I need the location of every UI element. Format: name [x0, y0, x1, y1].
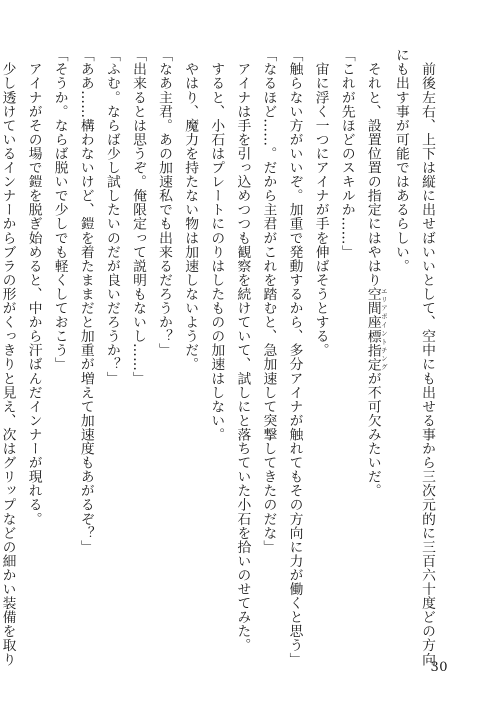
- text-line-2: にも出す事が可能ではあるらしい。: [392, 48, 409, 273]
- ruby-reading: エリアポイントチング: [379, 286, 388, 372]
- text-line-17: 少し透けているインナーからブラの形がくっきりと見え、次はグリップなどの細かい装備を取り: [0, 48, 16, 667]
- vertical-text-block: [0, 48, 440, 667]
- text-line-14: 「ああ……構わないけど、鎧を着たままだと加重が増えて加速度もあがるぞ？」: [77, 48, 94, 554]
- text-line-7: 「なるほど……。だから主君がこれを踏むと、急加速して突撃してきたのだな」: [260, 48, 277, 554]
- text-line-8: アイナは手を引っ込めつつも観察を続けていて、試しにと落ちていた小石を拾いのせてみた。: [234, 48, 251, 653]
- text-line-11: 「なあ主君。あの加速私でも出来るだろうか？」: [156, 48, 173, 358]
- text-line-3: [360, 48, 388, 626]
- page-number: 30: [430, 660, 448, 675]
- text-line-1: 前後左右、上下は縦に出せばいいとして、空中にも出せる事から三次元的に三百六十度どの方向: [419, 48, 435, 667]
- text-line-6: 「触らない方がいいぞ。加重で発動するから、多分アイナが触れてもその方向に力が働くと思う」: [286, 48, 303, 667]
- text-line-3-end: が不可欠みたいだ。: [364, 371, 381, 498]
- text-line-9: すると、小石はプレートにのりはしたものの加速はしない。: [208, 48, 225, 442]
- text-line-15: 「そうか。ならば脱いで少しでも軽くしておこう」: [51, 48, 68, 372]
- text-line-13: 「ふむ。ならば少し試したいのだが良いだろうか？」: [103, 48, 120, 386]
- ruby-base-text: 空間座標指定: [364, 286, 381, 372]
- text-line-10: やはり、魔力を持たない物は加速しないようだ。: [182, 48, 199, 372]
- text-line-4: 「これが先ほどのスキルか……」: [338, 48, 355, 259]
- text-line-5: 宙に浮く一つにアイナが手を伸ばそうとする。: [312, 48, 329, 358]
- ruby-annotation: [364, 286, 388, 372]
- text-line-3-start: それと、設置位置の指定にはやはり: [364, 48, 381, 287]
- text-line-16: アイナがその場で鎧を脱ぎ始めると、中から汗ばんだインナーが現れる。: [25, 48, 42, 526]
- text-line-12: 「出来るとは思うぞ。俺限定って説明もないし……」: [129, 48, 146, 386]
